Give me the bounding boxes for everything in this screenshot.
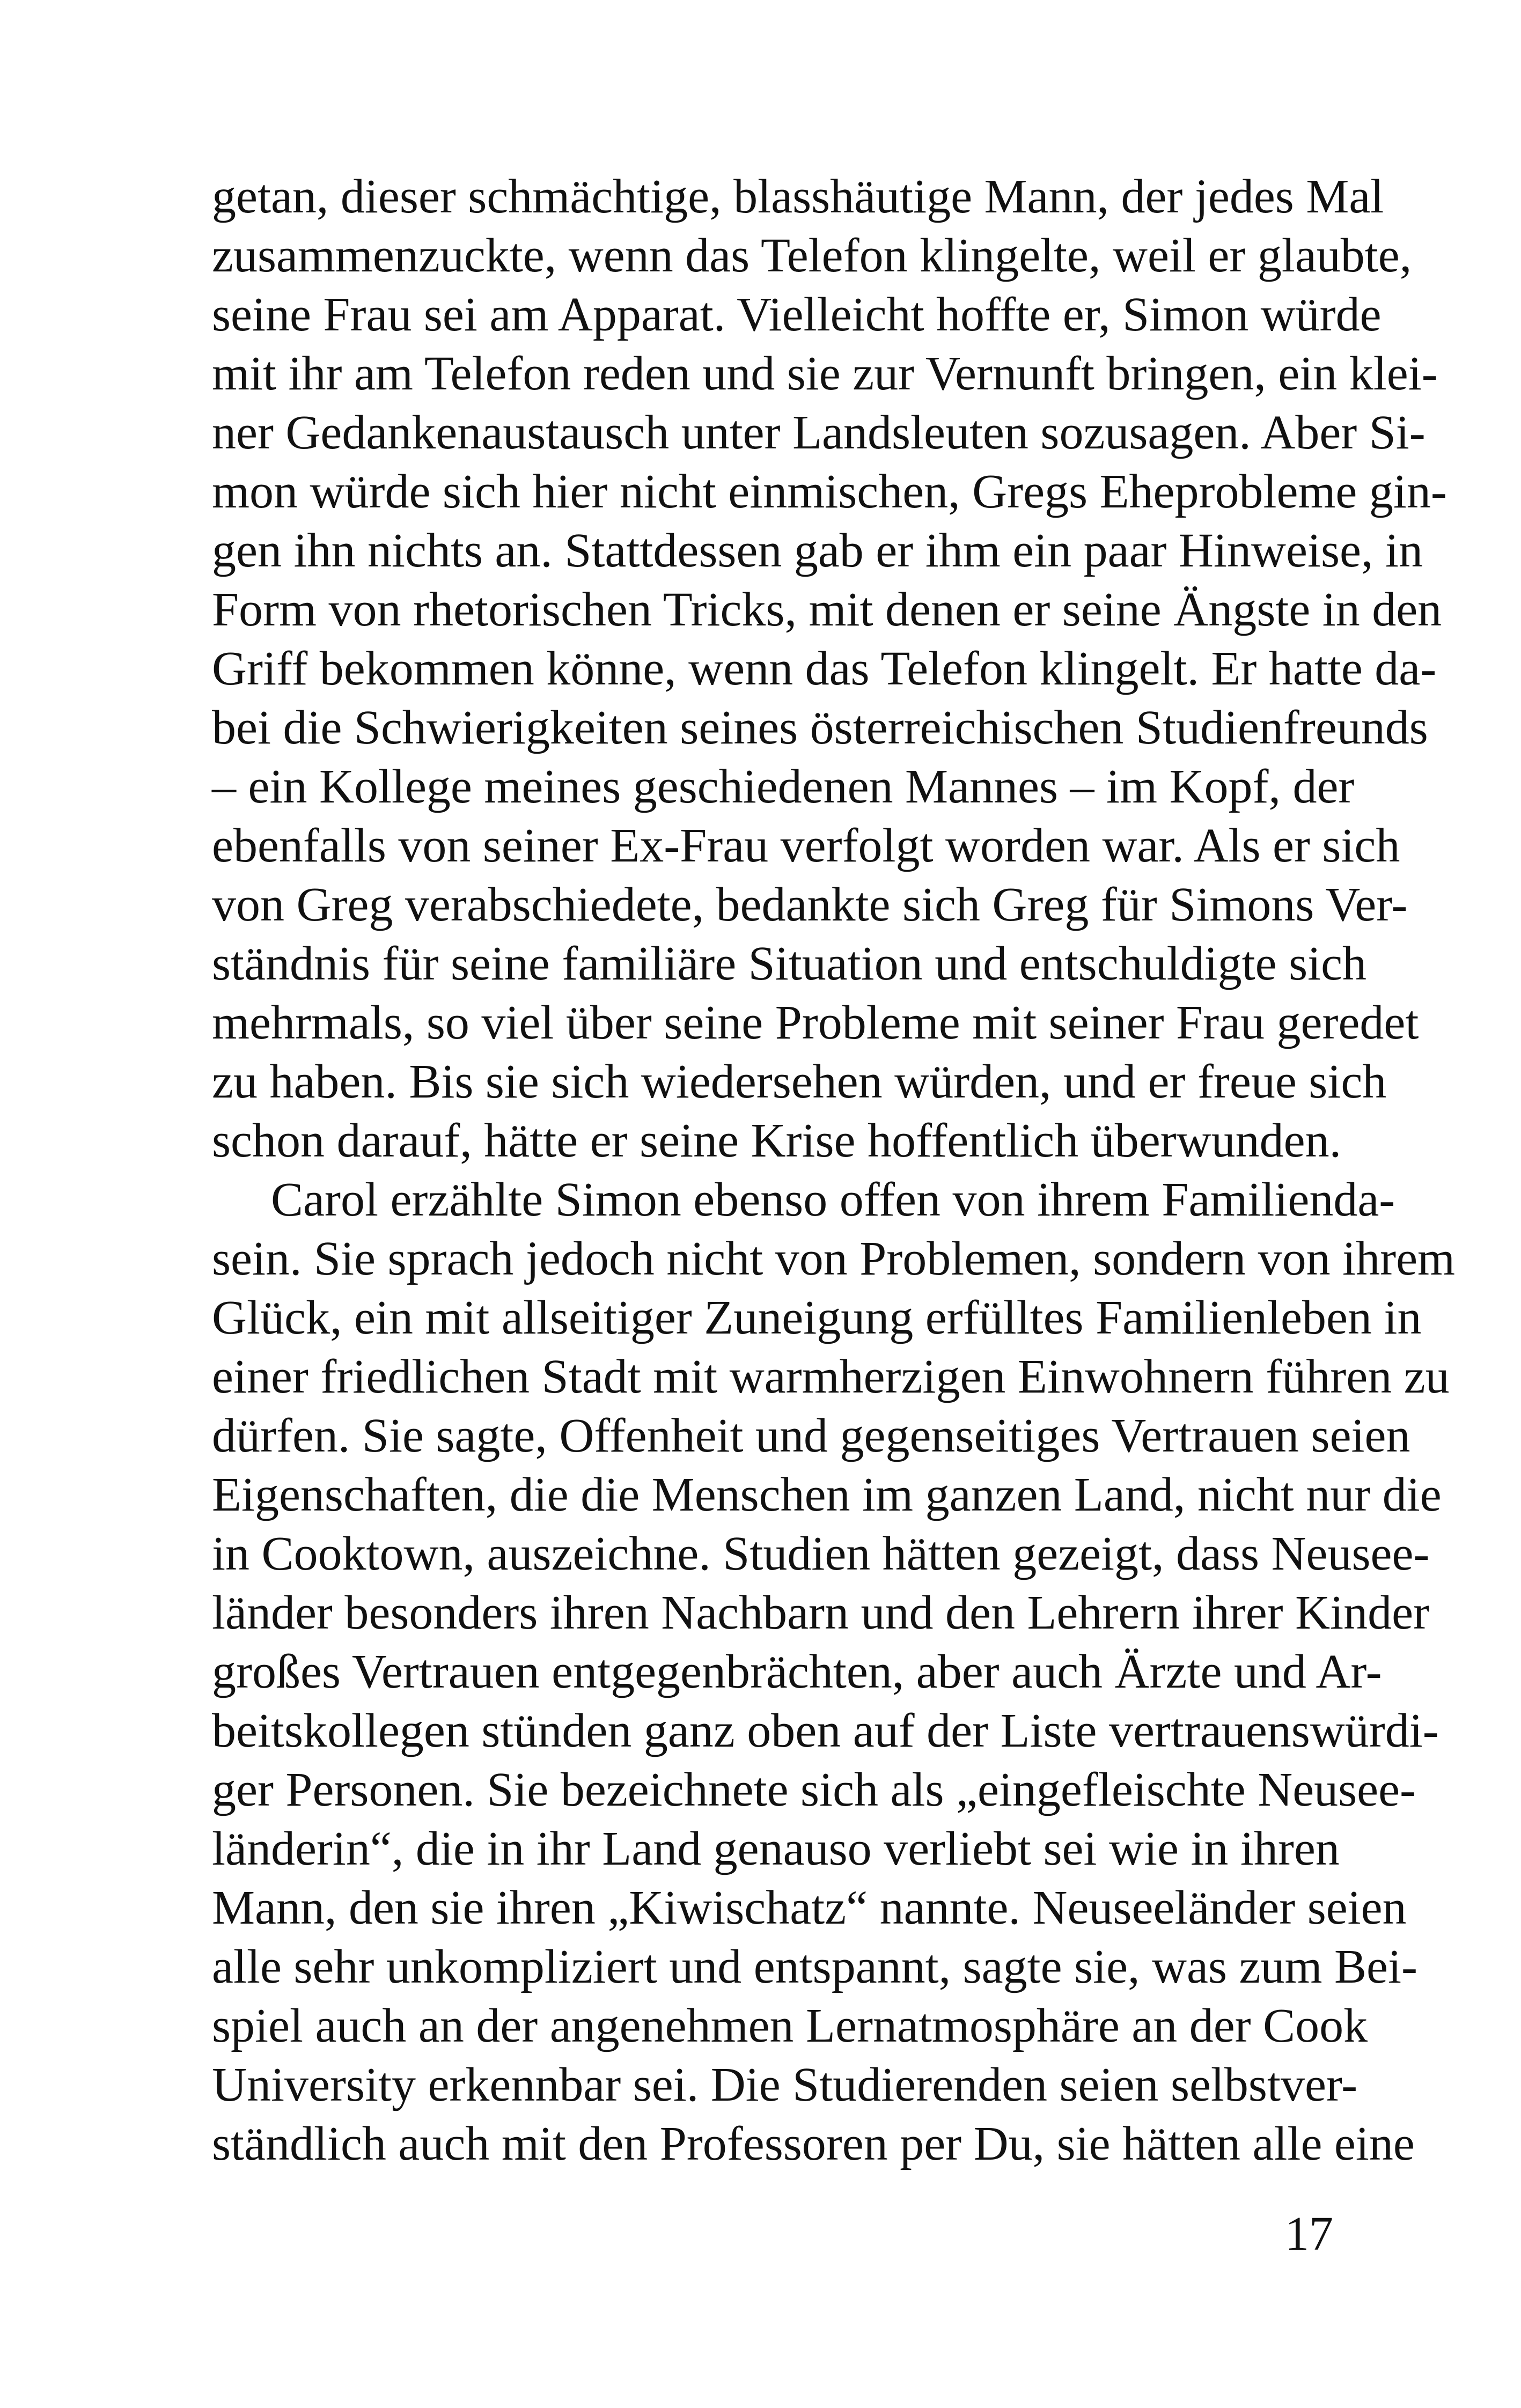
text-line: mehrmals, so viel über seine Probleme mit seiner Frau geredet bbox=[212, 996, 1419, 1049]
text-line: Glück, ein mit allseitiger Zuneigung erfülltes Familienleben in bbox=[212, 1291, 1422, 1344]
text-line: schon darauf, hätte er seine Krise hoffentlich überwunden. bbox=[212, 1114, 1342, 1167]
text-line: seine Frau sei am Apparat. Vielleicht hoffte er, Simon würde bbox=[212, 288, 1382, 341]
paragraph bbox=[212, 1170, 1456, 2174]
text-line: Form von rhetorischen Tricks, mit denen er seine Ängste in den bbox=[212, 583, 1442, 636]
text-line: University erkennbar sei. Die Studierenden seien selbstver- bbox=[212, 2058, 1358, 2111]
text-line: Eigenschaften, die die Menschen im ganzen Land, nicht nur die bbox=[212, 1468, 1442, 1521]
text-line: mit ihr am Telefon reden und sie zur Vernunft bringen, ein klei- bbox=[212, 347, 1438, 400]
text-line: sein. Sie sprach jedoch nicht von Problemen, sondern von ihrem bbox=[212, 1232, 1456, 1285]
text-line: zu haben. Bis sie sich wiedersehen würden, und er freue sich bbox=[212, 1055, 1387, 1108]
body-text bbox=[212, 167, 1456, 2174]
text-line: großes Vertrauen entgegenbrächten, aber auch Ärzte und Ar- bbox=[212, 1645, 1382, 1698]
text-line: Carol erzählte Simon ebenso offen von ihrem Familienda- bbox=[271, 1173, 1395, 1226]
text-line: beitskollegen stünden ganz oben auf der Liste vertrauenswürdi- bbox=[212, 1704, 1439, 1757]
text-line: Mann, den sie ihren „Kiwischatz“ nannte. Neuseeländer seien bbox=[212, 1881, 1407, 1934]
text-line: – ein Kollege meines geschiedenen Mannes – im Kopf, der bbox=[212, 760, 1355, 813]
paragraph bbox=[212, 167, 1447, 1170]
text-line: ger Personen. Sie bezeichnete sich als „eingefleischte Neusee- bbox=[212, 1763, 1416, 1816]
text-line: ner Gedankenaustausch unter Landsleuten sozusagen. Aber Si- bbox=[212, 406, 1426, 459]
text-line: dürfen. Sie sagte, Offenheit und gegenseitiges Vertrauen seien bbox=[212, 1409, 1410, 1462]
text-line: zusammenzuckte, wenn das Telefon klingelte, weil er glaubte, bbox=[212, 229, 1412, 282]
text-line: länderin“, die in ihr Land genauso verliebt sei wie in ihren bbox=[212, 1822, 1340, 1875]
text-line: länder besonders ihren Nachbarn und den Lehrern ihrer Kinder bbox=[212, 1586, 1430, 1639]
text-line: ständlich auch mit den Professoren per Du, sie hätten alle eine bbox=[212, 2117, 1415, 2170]
text-line: Griff bekommen könne, wenn das Telefon klingelt. Er hatte da- bbox=[212, 642, 1437, 695]
text-line: mon würde sich hier nicht einmischen, Gregs Eheprobleme gin- bbox=[212, 465, 1447, 518]
text-line: ständnis für seine familiäre Situation und entschuldigte sich bbox=[212, 937, 1367, 990]
text-line: alle sehr unkompliziert und entspannt, sagte sie, was zum Bei- bbox=[212, 1940, 1417, 1993]
text-line: bei die Schwierigkeiten seines österreichischen Studienfreunds bbox=[212, 701, 1428, 754]
text-line: ebenfalls von seiner Ex-Frau verfolgt worden war. Als er sich bbox=[212, 819, 1400, 872]
text-line: von Greg verabschiedete, bedankte sich Greg für Simons Ver- bbox=[212, 878, 1408, 931]
text-line: spiel auch an der angenehmen Lernatmosphäre an der Cook bbox=[212, 1999, 1368, 2052]
page-number: 17 bbox=[1285, 2207, 1333, 2260]
text-line: getan, dieser schmächtige, blasshäutige Mann, der jedes Mal bbox=[212, 170, 1384, 223]
text-line: einer friedlichen Stadt mit warmherzigen Einwohnern führen zu bbox=[212, 1350, 1450, 1403]
text-line: in Cooktown, auszeichne. Studien hätten gezeigt, dass Neusee- bbox=[212, 1527, 1430, 1580]
text-line: gen ihn nichts an. Stattdessen gab er ihm ein paar Hinweise, in bbox=[212, 524, 1423, 577]
